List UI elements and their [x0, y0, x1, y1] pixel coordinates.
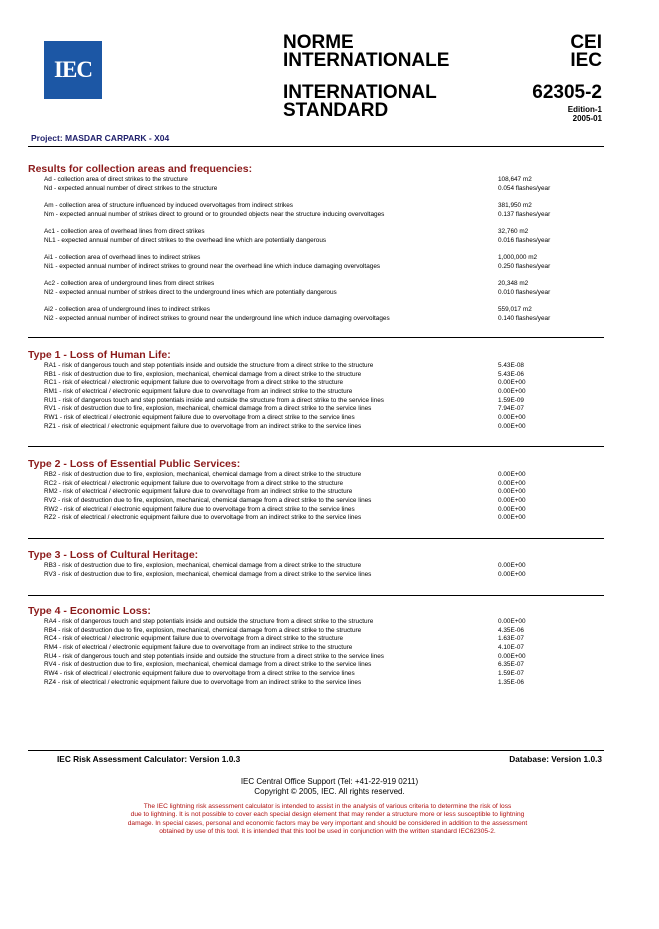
row-value: 0.00E+00	[498, 652, 526, 660]
row-value: 0.00E+00	[498, 488, 526, 496]
row-value: 4.35E-06	[498, 626, 524, 634]
collection-group	[28, 280, 604, 297]
row-label: RB4 - risk of destruction due to fire, explosion, mechanical, chemical damage from a direct strike to the structure	[44, 626, 362, 634]
row-value: 381,950 m2	[498, 201, 532, 209]
divider	[28, 337, 604, 338]
table-row	[28, 661, 604, 670]
section-title: Type 2 - Loss of Essential Public Services:	[28, 458, 241, 470]
disclaimer-line: due to lightning. It is not possible to cover each special design element that may render a structure more or less susceptible to lightning	[130, 811, 525, 819]
table-row	[28, 397, 604, 406]
row-value: 5.43E-06	[498, 370, 524, 378]
row-value: 1.35E-06	[498, 678, 524, 686]
divider	[28, 446, 604, 447]
row-label: Ai2 - collection area of underground lines to indirect strikes	[44, 305, 210, 313]
row-value: 1,000,000 m2	[498, 253, 538, 261]
row-value: 20,348 m2	[498, 279, 529, 287]
row-label: RV1 - risk of destruction due to fire, explosion, mechanical, chemical damage from a direct strike to the service lines	[44, 405, 372, 413]
row-value: 0.00E+00	[498, 562, 526, 569]
title-line: NORME	[283, 32, 354, 53]
database-version: Database: Version 1.0.3	[509, 754, 602, 764]
row-value: 4.10E-07	[498, 644, 524, 652]
table-row	[28, 211, 604, 220]
row-label: RB2 - risk of destruction due to fire, explosion, mechanical, chemical damage from a direct strike to the structure	[44, 471, 362, 478]
row-label: RU1 - risk of dangerous touch and step potentials inside and outside the structure from a direct strike to the service lines	[44, 396, 384, 404]
row-value: 1.59E-09	[498, 396, 524, 404]
row-value: 0.00E+00	[498, 514, 526, 522]
row-value: 0.010 flashes/year	[498, 288, 551, 296]
disclaimer	[80, 803, 575, 836]
support-contact: IEC Central Office Support (Tel: +41-22-919 0211)	[240, 777, 419, 786]
table-row	[28, 618, 604, 627]
row-label: RV4 - risk of destruction due to fire, explosion, mechanical, chemical damage from a direct strike to the service lines	[44, 661, 372, 669]
divider	[28, 595, 604, 596]
disclaimer-line: damage. In special cases, personal and economic factors may be very important and should be considered in addition to the assessment	[127, 819, 528, 827]
table-row	[28, 237, 604, 246]
row-label: RW1 - risk of electrical / electronic equipment failure due to overvoltage from a direct strike to the service lines	[44, 414, 355, 422]
row-label: Nm - expected annual number of strikes direct to ground or to grounded objects near the structure inducing overvoltages	[44, 210, 385, 218]
table-row	[28, 254, 604, 263]
table-row	[28, 670, 604, 679]
collection-group	[28, 228, 604, 245]
row-label: NL1 - expected annual number of direct strikes to the overhead line which are potentially dangerous	[44, 236, 327, 244]
type3-section	[28, 549, 604, 579]
table-row	[28, 488, 604, 497]
table-row	[28, 388, 604, 397]
row-label: Ai1 - collection area of overhead lines to indirect strikes	[44, 253, 201, 261]
disclaimer-line: The IEC lightning risk assessment calculator is intended to assist in the analysis of various criteria to determine the risk of loss	[143, 803, 512, 810]
table-row	[28, 635, 604, 644]
table-row	[28, 471, 604, 480]
section-title: Type 1 - Loss of Human Life:	[28, 349, 171, 361]
title-line: INTERNATIONALE	[283, 50, 450, 71]
row-label: RB3 - risk of destruction due to fire, explosion, mechanical, chemical damage from a direct strike to the structure	[44, 562, 362, 569]
divider	[28, 750, 604, 751]
standard-number: 62305-2	[532, 82, 602, 103]
row-label: RM1 - risk of electrical / electronic equipment failure due to overvoltage from an indirect strike to the structure	[44, 388, 353, 396]
collection-group	[28, 306, 604, 323]
row-value: 0.00E+00	[498, 479, 526, 487]
type4-rows	[28, 618, 604, 688]
row-value: 1.63E-07	[498, 635, 524, 643]
edition-date: 2005-01	[572, 114, 602, 123]
project-name: Project: MASDAR CARPARK - X04	[31, 133, 170, 143]
row-label: RA1 - risk of dangerous touch and step potentials inside and outside the structure from a direct strike to the structure	[44, 362, 374, 369]
row-label: Ni2 - expected annual number of indirect strikes to ground near the underground line which induce damaging overvoltages	[44, 314, 390, 322]
table-row	[28, 176, 604, 185]
table-row	[28, 423, 604, 432]
row-label: RC1 - risk of electrical / electronic equipment failure due to overvoltage from a direct strike to the structure	[44, 379, 344, 387]
cei-label: CEI	[570, 32, 602, 53]
divider	[28, 538, 604, 539]
row-label: RZ2 - risk of electrical / electronic equipment failure due to overvoltage from an indirect strike to the service lines	[44, 514, 362, 522]
table-row	[28, 571, 604, 580]
row-value: 0.00E+00	[498, 414, 526, 422]
row-value: 0.00E+00	[498, 388, 526, 396]
row-label: RC4 - risk of electrical / electronic equipment failure due to overvoltage from a direct strike to the structure	[44, 635, 344, 643]
row-value: 6.35E-07	[498, 661, 524, 669]
table-row	[28, 627, 604, 636]
disclaimer-line: obtained by use of this tool. It is intended that this tool be used in conjunction with the written standard IEC62305-2.	[159, 827, 496, 835]
table-row	[28, 405, 604, 414]
row-label: RW2 - risk of electrical / electronic equipment failure due to overvoltage from a direct strike to the service lines	[44, 505, 355, 513]
collection-group	[28, 176, 604, 193]
row-value: 108,647 m2	[498, 176, 532, 183]
collection-section	[28, 163, 604, 323]
table-row	[28, 644, 604, 653]
table-row	[28, 562, 604, 571]
type2-rows	[28, 471, 604, 523]
row-label: RW4 - risk of electrical / electronic equipment failure due to overvoltage from a direct strike to the service lines	[44, 670, 355, 678]
iec-logo: IEC	[44, 41, 102, 99]
row-value: 0.140 flashes/year	[498, 314, 551, 322]
divider	[28, 146, 604, 147]
row-value: 0.00E+00	[498, 505, 526, 513]
type1-section	[28, 349, 604, 432]
row-label: RC2 - risk of electrical / electronic equipment failure due to overvoltage from a direct strike to the structure	[44, 479, 344, 487]
row-value: 7.94E-07	[498, 405, 524, 413]
type2-section	[28, 458, 604, 523]
title-norme-internationale	[283, 34, 449, 70]
table-row	[28, 306, 604, 315]
table-row	[28, 379, 604, 388]
row-value: 0.00E+00	[498, 570, 526, 578]
row-label: RM2 - risk of electrical / electronic equipment failure due to overvoltage from an indirect strike to the structure	[44, 488, 353, 496]
table-row	[28, 362, 604, 371]
row-label: RB1 - risk of destruction due to fire, explosion, mechanical, chemical damage from a direct strike to the structure	[44, 370, 362, 378]
row-label: Nl2 - expected annual number of strikes direct to the underground lines which are potentially dangerous	[44, 288, 337, 296]
row-label: RU4 - risk of dangerous touch and step potentials inside and outside the structure from a direct strike to the service lines	[44, 652, 384, 660]
collection-group	[28, 254, 604, 271]
table-row	[28, 185, 604, 194]
section-title: Type 4 - Economic Loss:	[28, 605, 151, 617]
header-cei-iec	[570, 34, 602, 70]
table-row	[28, 679, 604, 688]
table-row	[28, 371, 604, 380]
row-value: 0.00E+00	[498, 379, 526, 387]
row-value: 0.054 flashes/year	[498, 184, 551, 192]
row-value: 559,017 m2	[498, 305, 532, 313]
row-label: RV3 - risk of destruction due to fire, explosion, mechanical, chemical damage from a direct strike to the service lines	[44, 570, 372, 578]
row-label: RM4 - risk of electrical / electronic equipment failure due to overvoltage from an indirect strike to the structure	[44, 644, 353, 652]
table-row	[28, 506, 604, 515]
row-value: 32,760 m2	[498, 227, 529, 235]
row-value: 0.016 flashes/year	[498, 236, 551, 244]
copyright: Copyright © 2005, IEC. All rights reserved.	[254, 787, 405, 796]
type4-section	[28, 605, 604, 688]
row-label: Ad - collection area of direct strikes to the structure	[44, 176, 188, 183]
row-label: Ac2 - collection area of underground lines from direct strikes	[44, 279, 215, 287]
table-row	[28, 289, 604, 298]
row-label: RZ1 - risk of electrical / electronic equipment failure due to overvoltage from an indirect strike to the service lines	[44, 422, 362, 430]
table-row	[28, 497, 604, 506]
table-row	[28, 514, 604, 523]
title-line: INTERNATIONAL	[283, 82, 437, 103]
table-row	[28, 280, 604, 289]
row-label: Am - collection area of structure influenced by induced overvoltages from indirect strikes	[44, 201, 293, 209]
row-label: RZ4 - risk of electrical / electronic equipment failure due to overvoltage from an indirect strike to the service lines	[44, 678, 362, 686]
row-value: 1.59E-07	[498, 670, 524, 678]
title-line: STANDARD	[283, 100, 389, 121]
row-value: 0.250 flashes/year	[498, 262, 551, 270]
table-row	[28, 202, 604, 211]
type1-rows	[28, 362, 604, 432]
table-row	[28, 414, 604, 423]
section-title: Type 3 - Loss of Cultural Heritage:	[28, 549, 199, 561]
row-label: Nd - expected annual number of direct strikes to the structure	[44, 184, 218, 192]
row-value: 0.00E+00	[498, 422, 526, 430]
table-row	[28, 228, 604, 237]
row-value: 0.00E+00	[498, 618, 526, 625]
row-label: RV2 - risk of destruction due to fire, explosion, mechanical, chemical damage from a direct strike to the service lines	[44, 497, 372, 505]
row-label: Ni1 - expected annual number of indirect strikes to ground near the overhead line which induce damaging overvoltages	[44, 262, 381, 270]
row-label: RA4 - risk of dangerous touch and step potentials inside and outside the structure from a direct strike to the structure	[44, 618, 374, 625]
table-row	[28, 653, 604, 662]
edition-info	[568, 105, 602, 123]
row-value: 0.00E+00	[498, 497, 526, 505]
title-international-standard	[283, 84, 437, 120]
type3-rows	[28, 562, 604, 579]
calculator-version: IEC Risk Assessment Calculator: Version 1.0.3	[57, 754, 241, 764]
table-row	[28, 263, 604, 272]
row-value: 5.43E-08	[498, 362, 524, 369]
row-label: Ac1 - collection area of overhead lines from direct strikes	[44, 227, 205, 235]
collection-groups	[28, 176, 604, 323]
row-value: 0.137 flashes/year	[498, 210, 551, 218]
table-row	[28, 480, 604, 489]
collection-group	[28, 202, 604, 219]
section-title: Results for collection areas and frequencies:	[28, 163, 253, 175]
iec-label: IEC	[570, 50, 602, 71]
edition-label: Edition-1	[567, 105, 602, 114]
row-value: 0.00E+00	[498, 471, 526, 478]
table-row	[28, 315, 604, 324]
